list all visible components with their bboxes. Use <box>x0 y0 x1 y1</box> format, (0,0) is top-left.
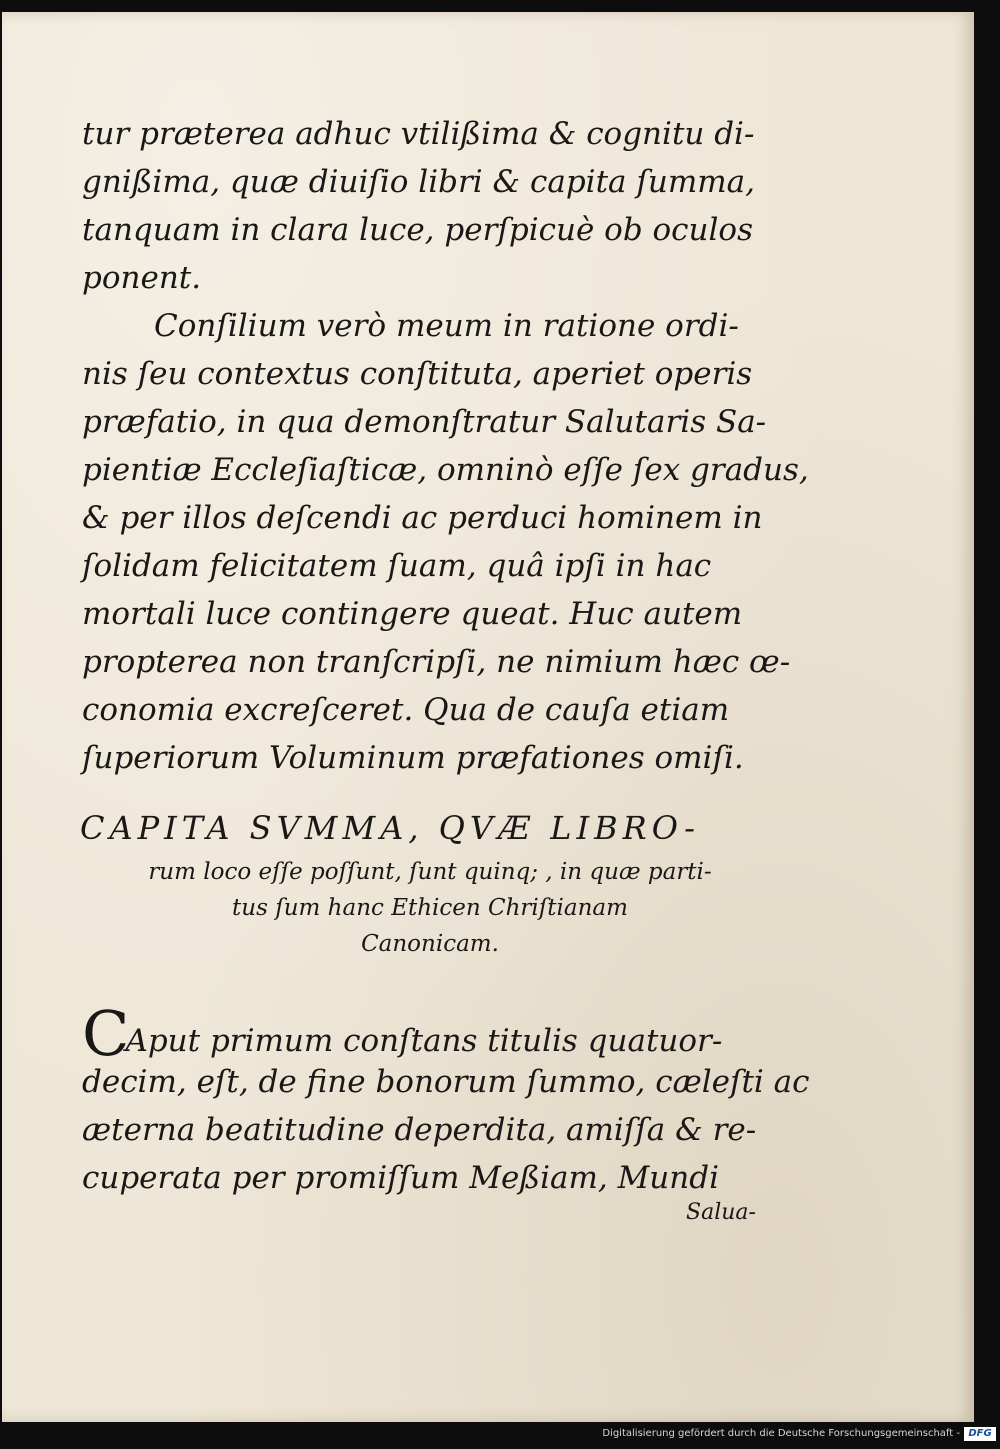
text-line <box>82 997 782 1070</box>
digitization-credit: Digitalisierung gefördert durch die Deutsche Forschungsgemeinschaft - <box>602 1428 960 1439</box>
paragraph-consilium <box>82 302 809 782</box>
text-line: tur præterea adhuc vtilißima & cognitu di- <box>82 116 755 152</box>
text-line: ſolidam felicitatem ſuam, quâ ipſi in hac <box>82 548 712 584</box>
text-line: gnißima, quæ diuiſio libri & capita ſumma, <box>82 164 755 200</box>
text-line: propterea non tranſcripſi, ne nimium hæc œ- <box>82 644 791 680</box>
heading-line: rum loco eſſe poſſunt, ſunt quinq; , in quæ parti- <box>148 859 712 885</box>
text-line: ponent. <box>82 260 202 296</box>
heading-line: CAPITA SVMMA, QVÆ LIBRO- <box>80 809 700 847</box>
dfg-logo: DFG <box>964 1427 996 1441</box>
text-line: æterna beatitudine deperdita, amiſſa & re- <box>82 1112 757 1148</box>
paragraph-continuation <box>82 110 782 302</box>
text-line: tanquam in clara luce, perſpicuè ob oculos <box>82 212 753 248</box>
text-line: ſuperiorum Voluminum præfationes omiſi. <box>82 740 744 776</box>
text-line: cuperata per promiſſum Meßiam, Mundi <box>82 1160 719 1196</box>
heading-line: Canonicam. <box>361 931 499 957</box>
section-heading <box>70 802 790 962</box>
text-line: decim, eſt, de fine bonorum ſummo, cæleſti ac <box>82 1064 810 1100</box>
catchword: Salua- <box>686 1200 756 1225</box>
text-line: pientiæ Eccleſiaſticæ, omninò eſſe ſex gradus, <box>82 452 809 488</box>
heading-line: tus ſum hanc Ethicen Chriſtianam <box>232 895 628 921</box>
text-line: Conſilium verò meum in ratione ordi- <box>154 308 739 344</box>
text-line: nis ſeu contextus conſtituta, aperiet operis <box>82 356 753 392</box>
text-line: mortali luce contingere queat. Huc autem <box>82 596 743 632</box>
text-line: conomia excreſceret. Qua de cauſa etiam <box>82 692 730 728</box>
paragraph-caput-primum <box>82 997 810 1202</box>
text-line-rest: Aput primum conſtans titulis quatuor- <box>125 1023 723 1059</box>
text-line: præfatio, in qua demonſtratur Salutaris Sa- <box>82 404 767 440</box>
text-line: & per illos deſcendi ac perduci hominem in <box>82 500 763 536</box>
drop-cap: C <box>82 997 130 1070</box>
